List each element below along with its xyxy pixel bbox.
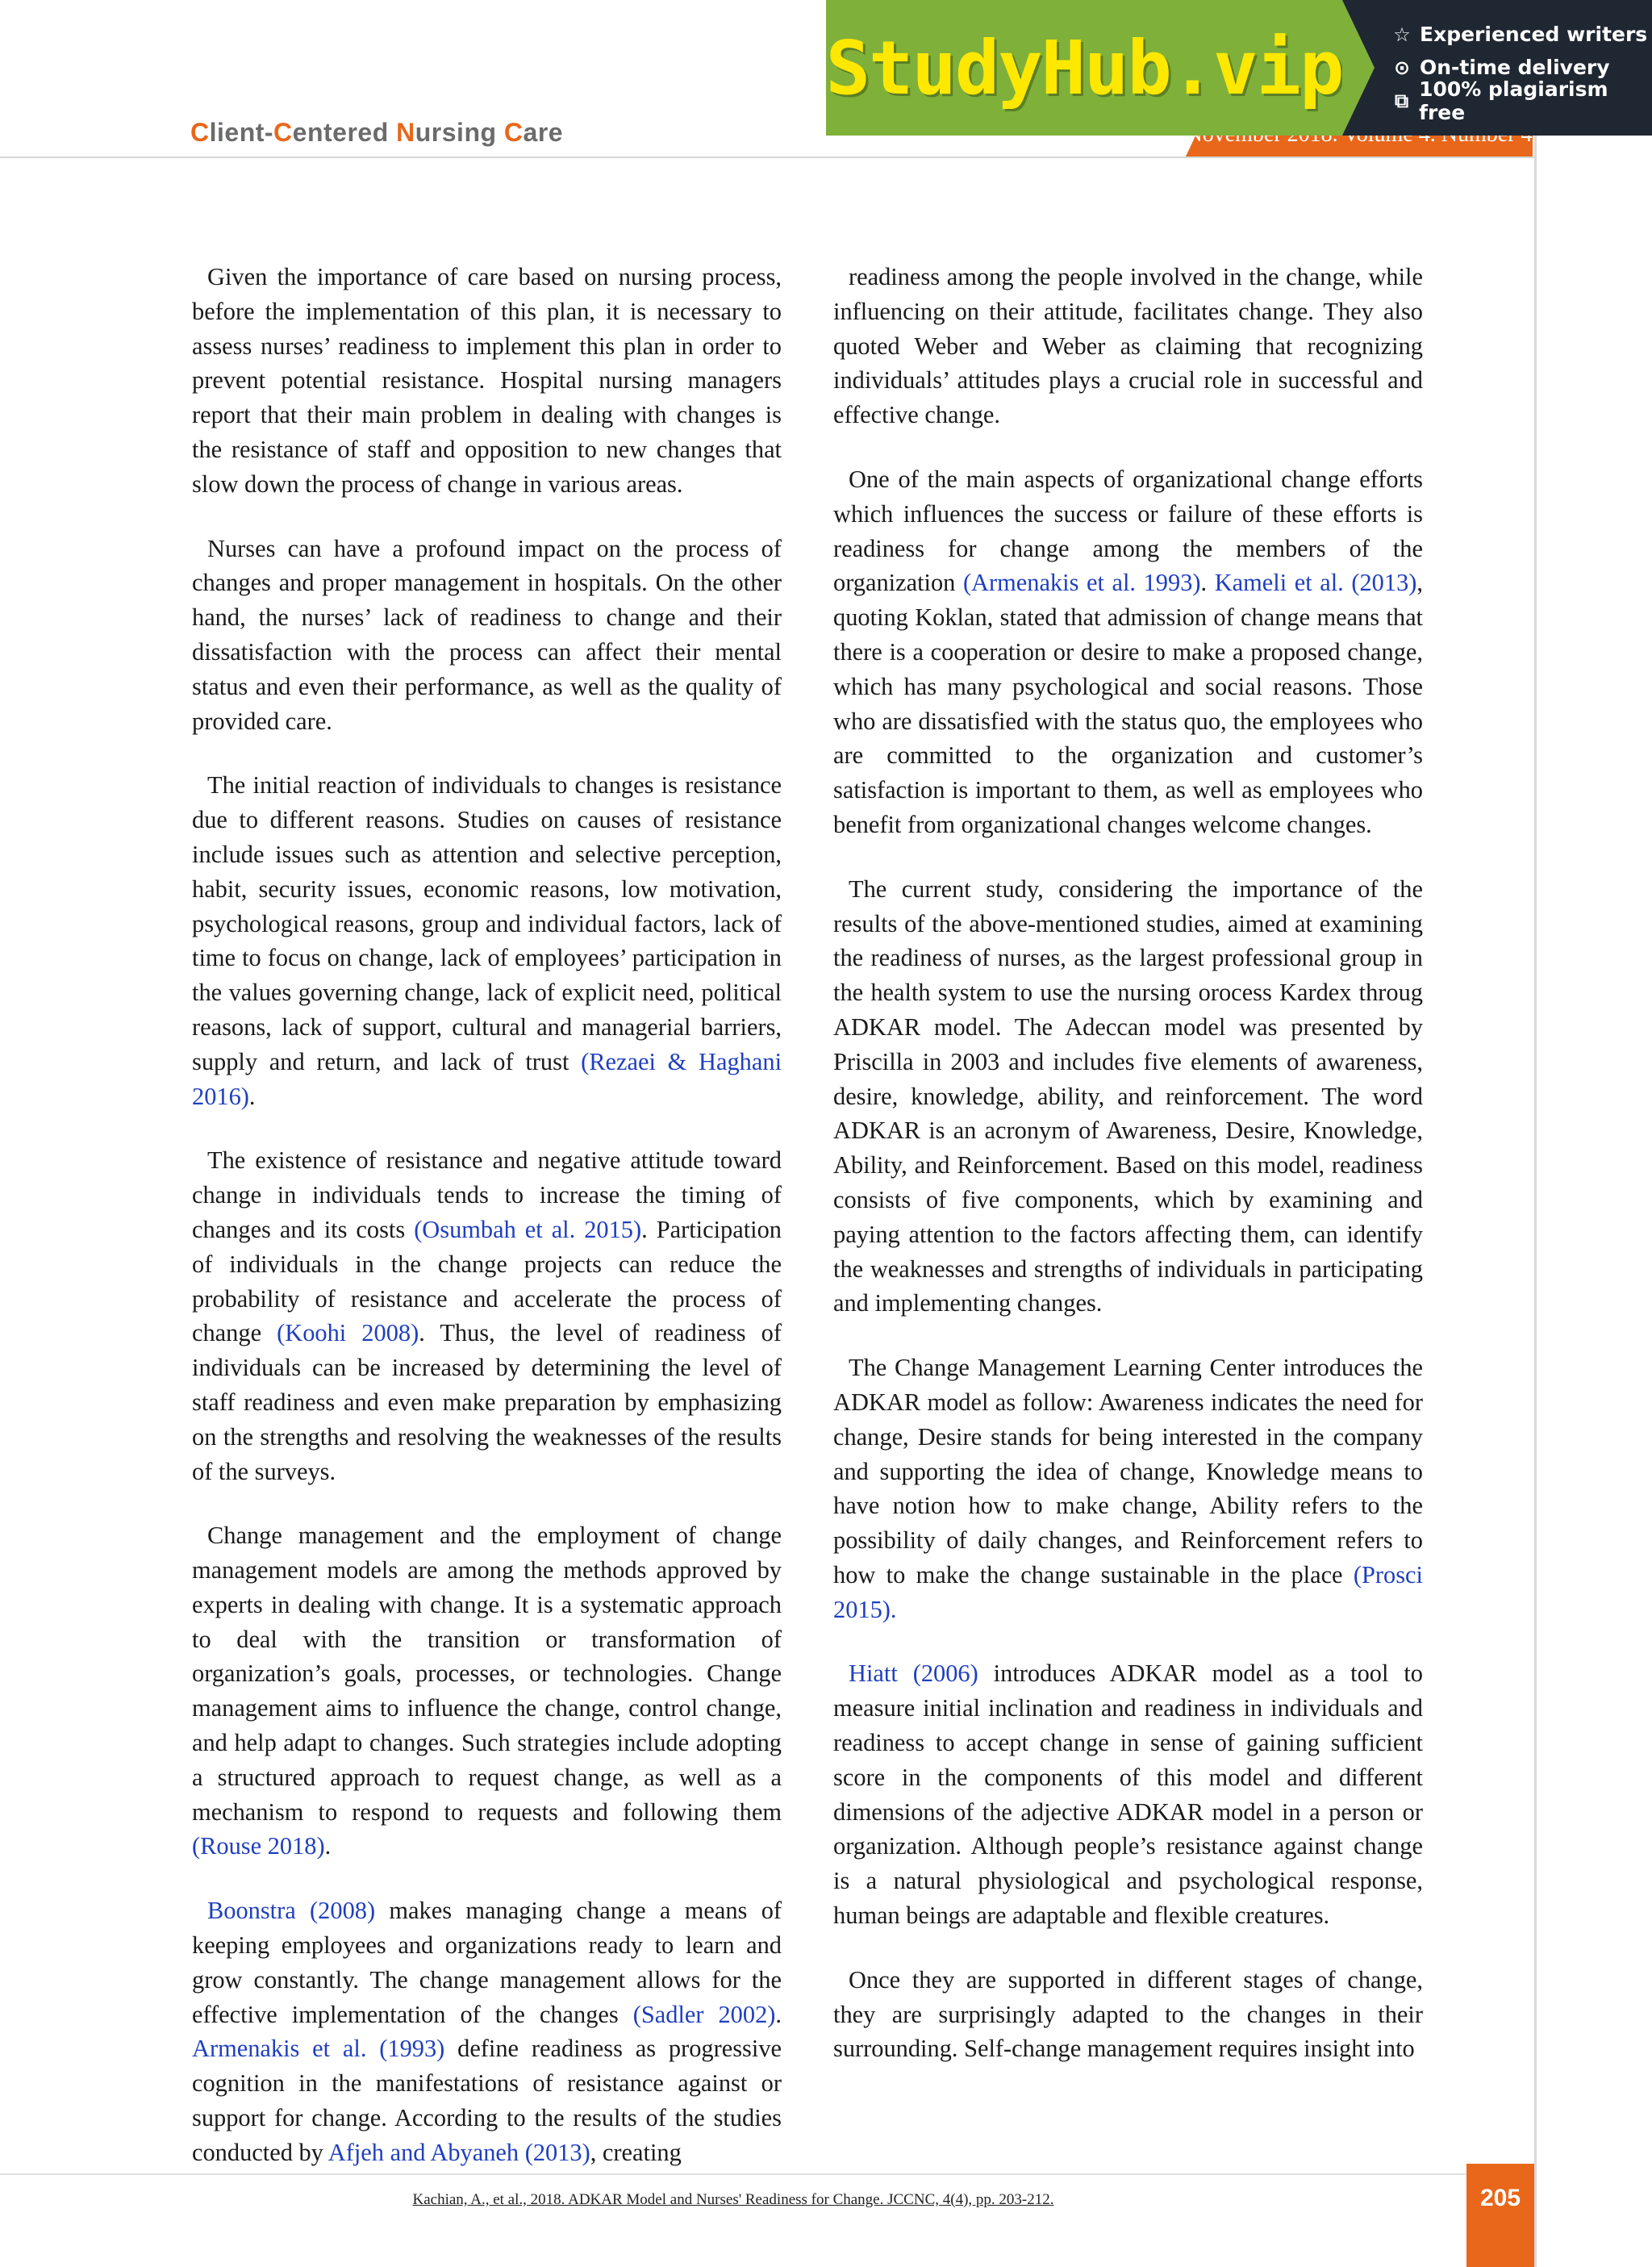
paragraph [192, 1893, 782, 2169]
page-number: 205 [1466, 2164, 1534, 2267]
paragraph-text: , quoting Koklan, stated that admission of change means that there is a cooperation or desire to make a proposed change, which has many psychological and social reasons. Those who are dissatisfied with the status quo, the employees who are committed to the organization and customer’s satisfaction is important to them, as well as employees who benefit from organizational changes welcome changes. [833, 569, 1423, 838]
footer-divider [0, 2173, 1466, 2175]
promo-feature: ☆ Experienced writers [1393, 23, 1648, 46]
paragraph-text: The initial reaction of individuals to changes is resistance due to different reasons. Studies on causes of resistance include issues such as attention and selective perception, habit, security issues, economic reasons, low motivation, psychological reasons, group and individual factors, lack of time to focus on change, lack of employees’ participation in the values governing change, lack of explicit need, political reasons, lack of support, cultural and managerial barriers, supply and return, and lack of trust [192, 771, 782, 1075]
promo-features [1375, 0, 1652, 136]
paragraph-text: introduces ADKAR model as a tool to measure initial inclination and readiness in individuals and readiness to accept change in sense of gaining sufficient score in the components of this model and different dimensions of the adjective ADKAR model in a person or organization. Although people’s resistance against change is a natural physiological and psychological response, human beings are adaptable and flexible creatures. [833, 1660, 1423, 1930]
copy-icon: ⧉ [1394, 89, 1409, 112]
citation-link[interactable]: (Rouse 2018) [192, 1832, 325, 1860]
star-icon: ☆ [1393, 23, 1411, 46]
paragraph-text: The Change Management Learning Center introduces the ADKAR model as follow: Awareness indicates the need for change, Desire stands for being interested in the company and supporting the idea of change, Knowledge means to have notion how to make change, Ability refers to the possibility of daily changes, and Reinforcement refers to how to make the change sustainable in the place [833, 1354, 1423, 1589]
paragraph [192, 532, 782, 739]
paragraph [192, 768, 782, 1113]
paragraph-text: The existence of resistance and negative attitude toward change in individuals tends to increase the timing of changes and its costs [192, 1146, 782, 1243]
paragraph-text: One of the main aspects of organizational change efforts which influences the success or failure of these efforts is readiness for change among the members of the organization [833, 465, 1423, 597]
clock-icon: ⊙ [1393, 56, 1411, 79]
citation-link[interactable]: Armenakis et al. (1993) [192, 2035, 445, 2063]
paragraph-text: Given the importance of care based on nursing process, before the implementation of this plan, it is necessary to assess nurses’ readiness to implement this plan in order to prevent potential resistance. Hospital nursing managers report that their main problem in dealing with changes is the resistance of staff and opposition to new changes that slow down the process of change in various areas. [192, 263, 782, 498]
citation-link[interactable]: (Sadler 2002) [632, 2000, 776, 2028]
citation-link[interactable]: Hiatt (2006) [849, 1660, 978, 1688]
promo-feature: ⊙ On-time delivery [1393, 56, 1610, 79]
citation-link[interactable]: Afjeh and Abyaneh (2013) [327, 2138, 590, 2166]
paragraph-text: . Thus, the level of readiness of individuals can be increased by determining the level of staff readiness and even make preparation by emphasizing on the strengths and resolving the weaknesses of the results of the surveys. [192, 1319, 782, 1485]
journal-title: Client-Centered Nursing Care [190, 118, 564, 147]
paragraph-text: , creating [590, 2138, 682, 2166]
paragraph-text: . [775, 2000, 782, 2028]
paragraph-text: . [324, 1832, 332, 1860]
citation-link[interactable]: Boonstra (2008) [207, 1897, 376, 1925]
promo-banner[interactable] [826, 0, 1652, 136]
citation-link[interactable]: (Armenakis et al. 1993) [962, 569, 1201, 597]
paragraph [833, 260, 1423, 432]
paragraph-text: Once they are supported in different stages of change, they are surprisingly adapted to the changes in their surrounding. Self-change management requires insight into [833, 1965, 1423, 2063]
header-divider [0, 157, 1534, 158]
page-right-rule [1534, 0, 1537, 2267]
paragraph [833, 1963, 1423, 2066]
footer-citation: Kachian, A., et al., 2018. ADKAR Model and Nurses' Readiness for Change. JCCNC, 4(4), pp. 203-212. [412, 2191, 1054, 2208]
paragraph-text: readiness among the people involved in the change, while influencing on their attitude, facilitates change. They also quoted Weber and Weber as claiming that recognizing individuals’ attitudes plays a crucial role in successful and effective change. [833, 263, 1423, 429]
paragraph-text: . [248, 1082, 256, 1110]
citation-link[interactable]: (Osumbah et al. 2015) [414, 1215, 642, 1243]
promo-feature: ⧉ 100% plagiarism free [1392, 84, 1652, 117]
paragraph-text: The current study, considering the importance of the results of the above-mentioned studies, aimed at examining the readiness of nurses, as the largest professional group in the health system to use the nursing orocess Kardex throug ADKAR model. The Adeccan model was presented by Priscilla in 2003 and includes five elements of awareness, desire, knowledge, ability, and reinforcement. The word ADKAR is an acronym of Awareness, Desire, Knowledge, Ability, and Reinforcement. Based on this model, readiness consists of five components, which by examining and paying attention to the factors affecting them, can identify the weaknesses and strengths of individuals in participating and implementing changes. [833, 875, 1423, 1317]
paragraph-text: Change management and the employment of change management models are among the methods approved by experts in dealing with change. It is a systematic approach to deal with the transition or transformation of organization’s goals, processes, or technologies. Change management aims to influence the change, control change, and help adapt to changes. Such strategies include adopting a structured approach to request change, as well as a mechanism to respond to requests and following them [192, 1522, 782, 1826]
paragraph-text: . [1200, 569, 1215, 597]
paragraph [192, 1518, 782, 1864]
paragraph-text: . Participation of individuals in the change projects can reduce the probability of resistance and accelerate the process of change [192, 1215, 782, 1347]
paragraph-text: define readiness as progressive cognition in the manifestations of resistance against or support for change. According to the results of the studies conducted by [192, 2035, 782, 2166]
paragraph [833, 1351, 1423, 1626]
paragraph [192, 260, 782, 502]
paragraph [192, 1143, 782, 1488]
citation-link[interactable]: (Koohi 2008) [277, 1319, 419, 1347]
left-text-column [192, 260, 782, 2170]
promo-logo[interactable]: StudyHub.vip [826, 0, 1342, 136]
citation-link[interactable]: Kameli et al. (2013) [1214, 569, 1417, 597]
paragraph [833, 1656, 1423, 1932]
paragraph-text: makes managing change a means of keeping employees and organizations ready to learn and grow constantly. The change management allows for the effective implementation of the changes [192, 1897, 782, 2028]
promo-arrow [1342, 0, 1375, 136]
citation-link[interactable]: (Rezaei & Haghani 2016) [192, 1047, 782, 1110]
paragraph [833, 462, 1423, 842]
citation-link[interactable]: (Prosci 2015). [833, 1560, 1423, 1623]
paragraph [833, 872, 1423, 1321]
paragraph-text: Nurses can have a profound impact on the process of changes and proper management in hospitals. On the other hand, the nurses’ lack of readiness to change and their dissatisfaction with the process can affect their mental status and even their performance, as well as the quality of provided care. [192, 534, 782, 735]
right-text-column [833, 260, 1423, 2066]
